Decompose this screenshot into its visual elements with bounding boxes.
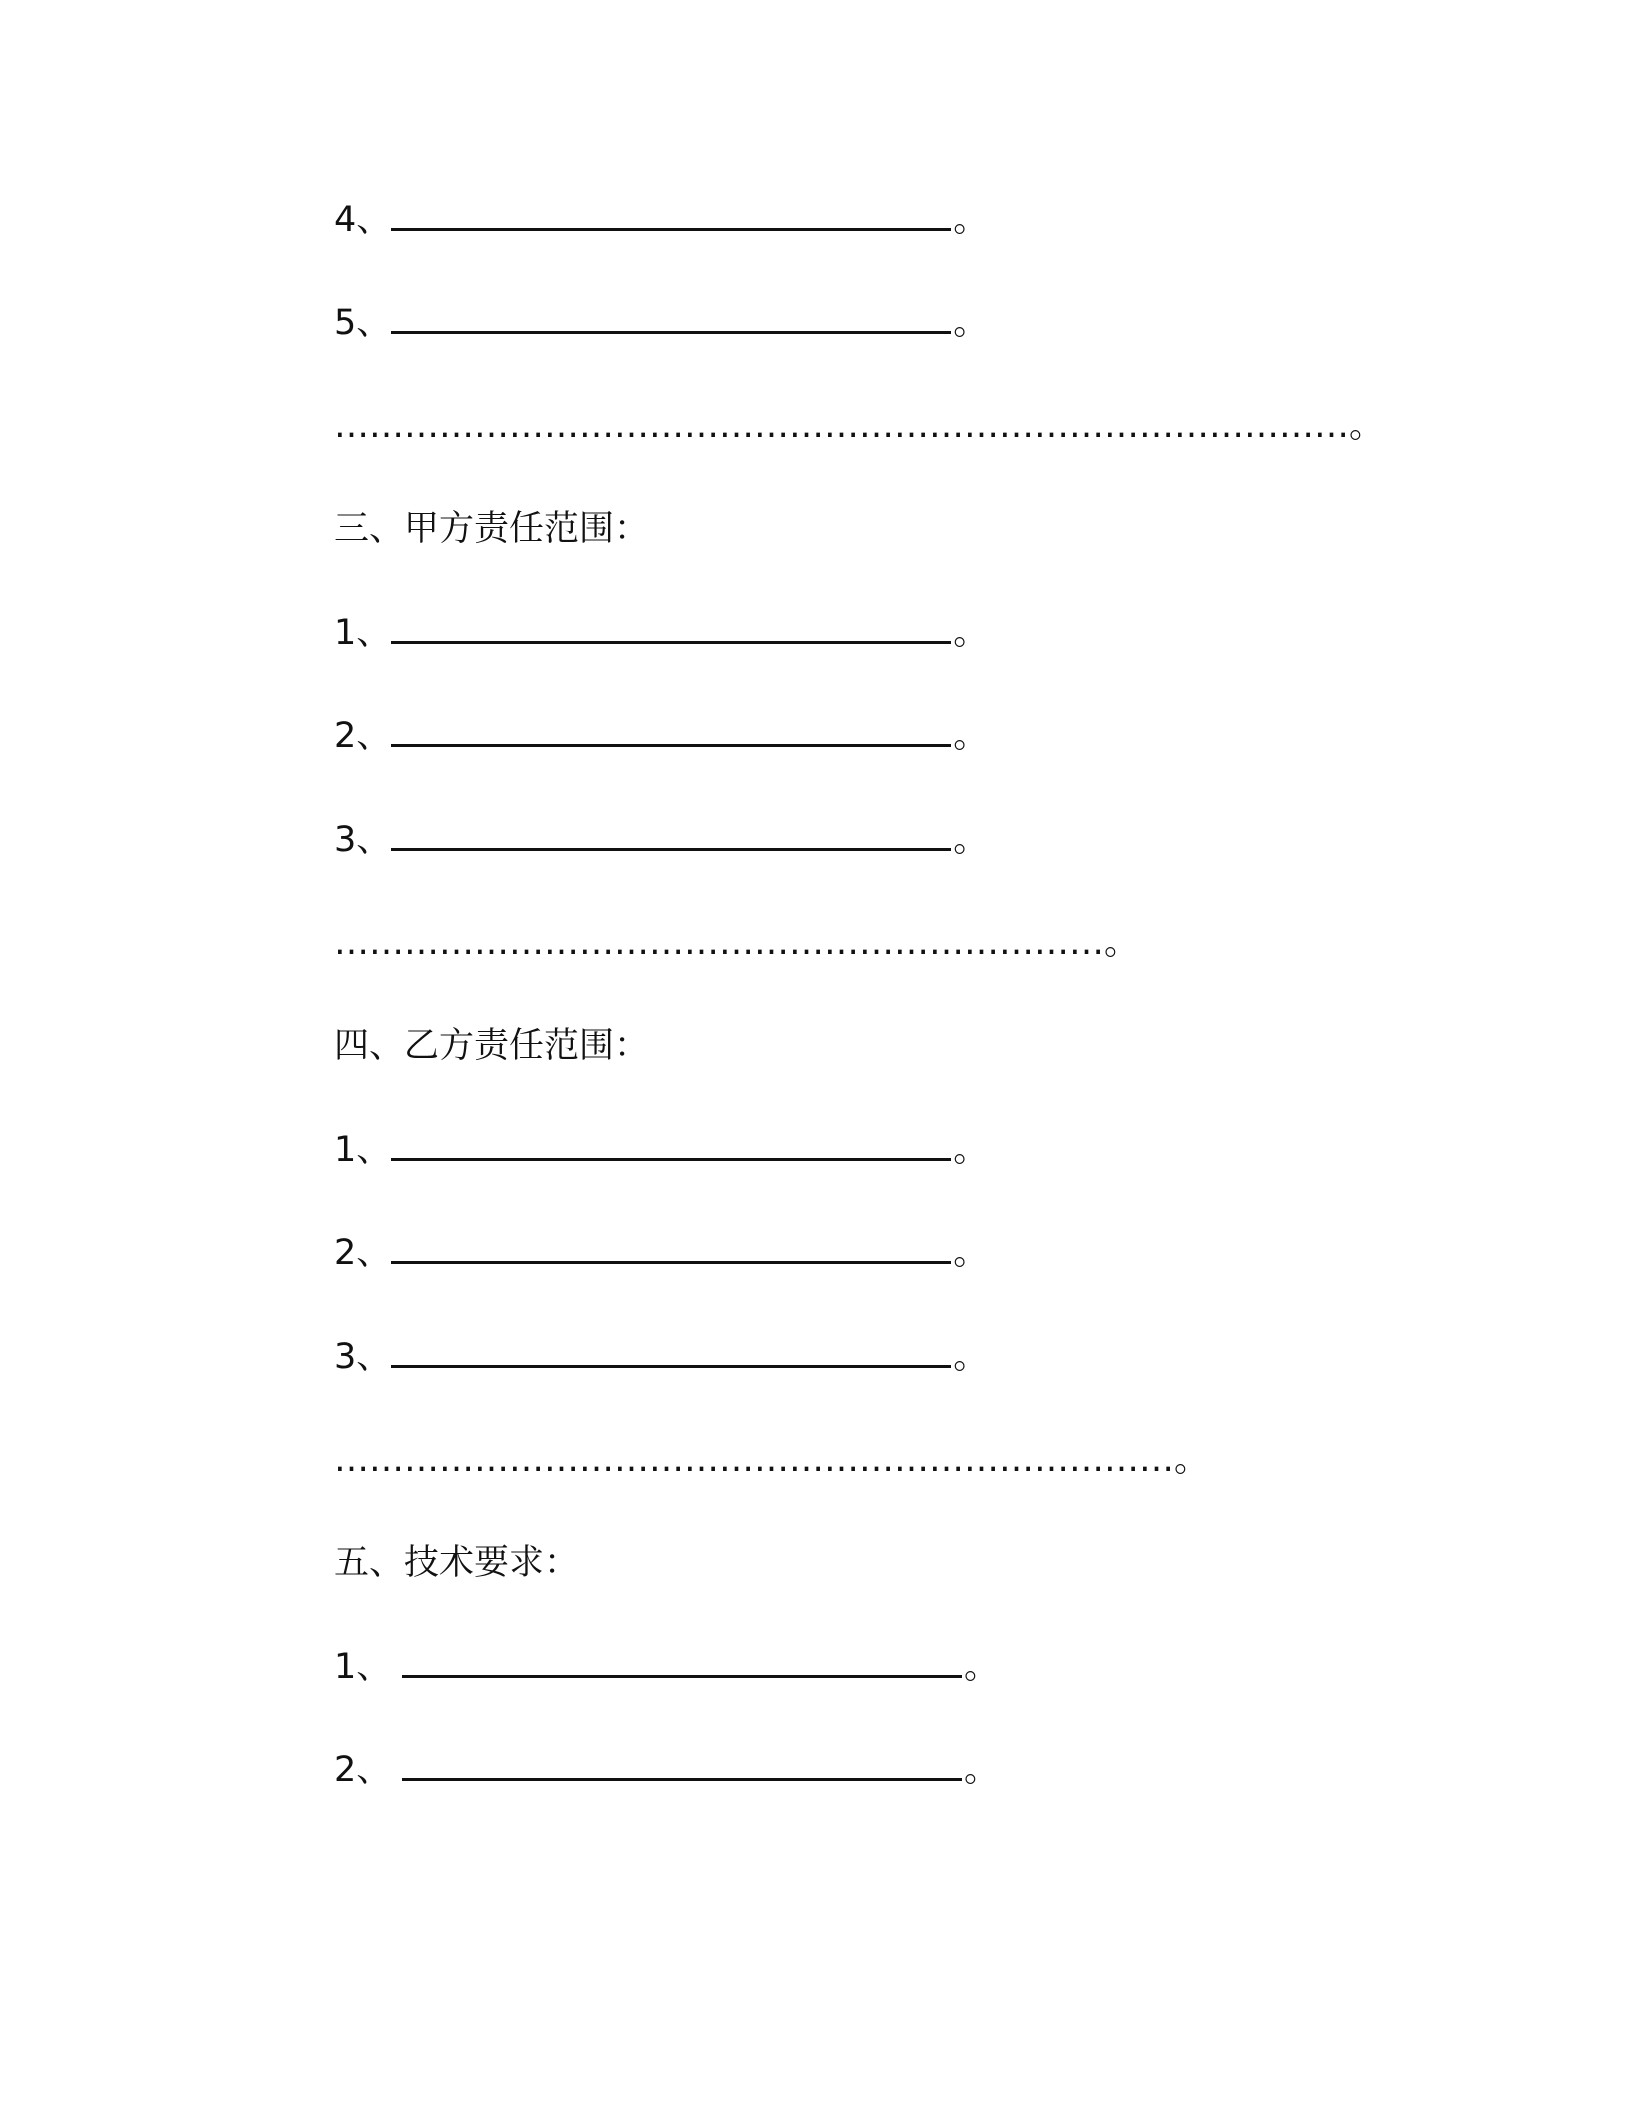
list-item <box>334 196 988 244</box>
fill-in-blank[interactable] <box>402 1643 962 1678</box>
fill-in-blank[interactable] <box>391 1126 951 1161</box>
item-number: 1、 <box>334 1647 392 1687</box>
fill-in-blank[interactable] <box>391 609 951 644</box>
item-end-mark: 。 <box>953 1337 989 1377</box>
list-item <box>334 1333 988 1381</box>
item-number: 2、 <box>334 716 392 756</box>
section-heading: 三、甲方责任范围： <box>334 509 650 549</box>
item-end-mark: 。 <box>964 1647 1000 1687</box>
fill-in-blank[interactable] <box>391 299 951 334</box>
item-end-mark: 。 <box>953 1233 989 1273</box>
fill-in-blank[interactable] <box>402 1746 962 1781</box>
ellipsis-line: ……………………………………………………………………………。 <box>334 406 1385 446</box>
item-end-mark: 。 <box>953 716 989 756</box>
item-number: 5、 <box>334 303 392 343</box>
list-item <box>334 1643 999 1691</box>
list-item <box>334 816 988 864</box>
item-end-mark: 。 <box>953 200 989 240</box>
section-heading: 五、技术要求： <box>334 1543 580 1583</box>
item-number: 4、 <box>334 200 392 240</box>
list-item <box>334 1746 999 1794</box>
list-item <box>334 1126 988 1174</box>
list-item <box>334 609 988 657</box>
ellipsis-line: …………………………………………………………。 <box>334 923 1140 963</box>
fill-in-blank[interactable] <box>391 196 951 231</box>
fill-in-blank[interactable] <box>391 712 951 747</box>
item-number: 3、 <box>334 1337 392 1377</box>
item-end-mark: 。 <box>953 820 989 860</box>
item-end-mark: 。 <box>953 303 989 343</box>
ellipsis-line: ………………………………………………………………。 <box>334 1440 1210 1480</box>
fill-in-blank[interactable] <box>391 1333 951 1368</box>
list-item <box>334 712 988 760</box>
item-number: 2、 <box>334 1750 392 1790</box>
list-item <box>334 1229 988 1277</box>
item-end-mark: 。 <box>953 1130 989 1170</box>
section-heading: 四、乙方责任范围： <box>334 1026 650 1066</box>
fill-in-blank[interactable] <box>391 816 951 851</box>
item-end-mark: 。 <box>953 613 989 653</box>
item-number: 2、 <box>334 1233 392 1273</box>
item-number: 1、 <box>334 1130 392 1170</box>
item-number: 1、 <box>334 613 392 653</box>
fill-in-blank[interactable] <box>391 1229 951 1264</box>
item-number: 3、 <box>334 820 392 860</box>
item-end-mark: 。 <box>964 1750 1000 1790</box>
list-item <box>334 299 988 347</box>
